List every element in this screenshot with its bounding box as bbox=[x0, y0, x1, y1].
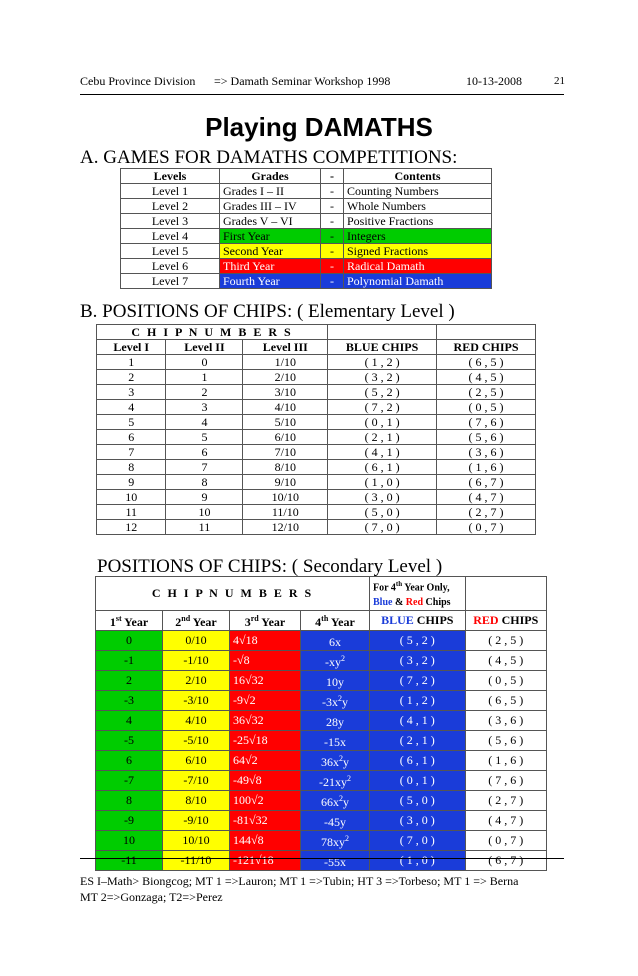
sec-header-year-4: 4th Year bbox=[301, 611, 370, 631]
levels-row bbox=[121, 259, 492, 274]
elem-row bbox=[97, 370, 536, 385]
level-3-cell: 6/10 bbox=[243, 430, 328, 445]
red-chip-cell: ( 1 , 6 ) bbox=[465, 751, 546, 771]
year-2-cell: -5/10 bbox=[163, 731, 230, 751]
elem-group-spacer-red bbox=[437, 325, 536, 340]
dash-cell: - bbox=[321, 184, 344, 199]
level-3-cell: 11/10 bbox=[243, 505, 328, 520]
levels-table bbox=[120, 168, 492, 289]
sec-row bbox=[96, 751, 547, 771]
year-2-cell: -9/10 bbox=[163, 811, 230, 831]
year-2-cell: -7/10 bbox=[163, 771, 230, 791]
red-chip-cell: ( 4 , 5 ) bbox=[465, 651, 546, 671]
sec-header-blue-chips: BLUE CHIPS bbox=[370, 611, 466, 631]
year-4-base: 28y bbox=[326, 715, 344, 730]
content-cell: Signed Fractions bbox=[344, 244, 492, 259]
red-chip-cell: ( 0 , 5 ) bbox=[437, 400, 536, 415]
year-3-cell: -49√8 bbox=[230, 771, 301, 791]
levels-table-header-row bbox=[121, 169, 492, 184]
sec-header-row bbox=[96, 611, 547, 631]
blue-chip-cell: ( 3 , 2 ) bbox=[328, 370, 437, 385]
year-2-cell: 0/10 bbox=[163, 631, 230, 651]
dash-cell: - bbox=[321, 244, 344, 259]
year-3-cell: -9√2 bbox=[230, 691, 301, 711]
level-3-cell: 8/10 bbox=[243, 460, 328, 475]
levels-row bbox=[121, 274, 492, 289]
year-2-cell: -11/10 bbox=[163, 851, 230, 871]
grade-cell: Third Year bbox=[220, 259, 321, 274]
elem-header-level-3: Level III bbox=[243, 340, 328, 355]
year-4-base: 36x bbox=[321, 755, 339, 770]
header-date: 10-13-2008 bbox=[466, 74, 522, 88]
blue-chip-cell: ( 1 , 0 ) bbox=[370, 851, 466, 871]
year-4-suffix: y bbox=[343, 755, 349, 770]
level-cell: Level 2 bbox=[121, 199, 220, 214]
elem-row bbox=[97, 445, 536, 460]
grade-cell: Fourth Year bbox=[220, 274, 321, 289]
blue-chip-cell: ( 0 , 1 ) bbox=[370, 771, 466, 791]
level-1-cell: 4 bbox=[97, 400, 166, 415]
year-4-exponent: 2 bbox=[339, 754, 343, 764]
red-chip-cell: ( 2 , 7 ) bbox=[465, 791, 546, 811]
elem-row bbox=[97, 505, 536, 520]
year-2-cell: 4/10 bbox=[163, 711, 230, 731]
level-1-cell: 7 bbox=[97, 445, 166, 460]
blue-chip-cell: ( 4 , 1 ) bbox=[370, 711, 466, 731]
blue-chip-cell: ( 1 , 2 ) bbox=[370, 691, 466, 711]
dash-cell: - bbox=[321, 259, 344, 274]
elem-header-level-2: Level II bbox=[166, 340, 243, 355]
red-chip-cell: ( 0 , 7 ) bbox=[437, 520, 536, 535]
year-2-cell: -1/10 bbox=[163, 651, 230, 671]
levels-header-dash: - bbox=[321, 169, 344, 184]
content-cell: Positive Fractions bbox=[344, 214, 492, 229]
year-4-base: -21xy bbox=[319, 775, 347, 790]
sec-row bbox=[96, 731, 547, 751]
level-3-cell: 3/10 bbox=[243, 385, 328, 400]
page-header bbox=[80, 70, 564, 95]
year-4-cell bbox=[301, 791, 370, 811]
red-chip-cell: ( 7 , 6 ) bbox=[437, 415, 536, 430]
levels-row bbox=[121, 229, 492, 244]
grade-cell: Grades V – VI bbox=[220, 214, 321, 229]
year-4-cell bbox=[301, 671, 370, 691]
year-3-cell: 64√2 bbox=[230, 751, 301, 771]
elem-header-level-1: Level I bbox=[97, 340, 166, 355]
elem-row bbox=[97, 385, 536, 400]
levels-row bbox=[121, 199, 492, 214]
dash-cell: - bbox=[321, 214, 344, 229]
sec-note-amp: & bbox=[392, 597, 406, 609]
grade-cell: Grades III – IV bbox=[220, 199, 321, 214]
level-3-cell: 9/10 bbox=[243, 475, 328, 490]
red-chip-cell: ( 1 , 6 ) bbox=[437, 460, 536, 475]
year-3-cell: 4√18 bbox=[230, 631, 301, 651]
level-3-cell: 10/10 bbox=[243, 490, 328, 505]
blue-chip-cell: ( 5 , 2 ) bbox=[370, 631, 466, 651]
blue-chip-cell: ( 2 , 1 ) bbox=[328, 430, 437, 445]
sec-header-year-1: 1st Year bbox=[96, 611, 163, 631]
year-4-cell bbox=[301, 771, 370, 791]
blue-chip-cell: ( 5 , 0 ) bbox=[370, 791, 466, 811]
year-4-base: 6x bbox=[329, 635, 341, 650]
levels-row bbox=[121, 244, 492, 259]
elem-chip-numbers-header: C H I P N U M B E R S bbox=[97, 325, 328, 340]
level-2-cell: 3 bbox=[166, 400, 243, 415]
year-3-cell: 36√32 bbox=[230, 711, 301, 731]
content-cell: Whole Numbers bbox=[344, 199, 492, 214]
elem-header-blue-chips: BLUE CHIPS bbox=[328, 340, 437, 355]
level-1-cell: 2 bbox=[97, 370, 166, 385]
levels-table-body bbox=[121, 184, 492, 289]
level-1-cell: 9 bbox=[97, 475, 166, 490]
year-4-exponent: 2 bbox=[347, 774, 351, 784]
section-a-heading: A. GAMES FOR DAMATHS COMPETITIONS: bbox=[80, 147, 458, 168]
red-chip-cell: ( 6 , 5 ) bbox=[465, 691, 546, 711]
sec-row bbox=[96, 811, 547, 831]
elem-header-red-chips: RED CHIPS bbox=[437, 340, 536, 355]
sec-row bbox=[96, 671, 547, 691]
levels-row bbox=[121, 214, 492, 229]
content-cell: Counting Numbers bbox=[344, 184, 492, 199]
year-4-cell bbox=[301, 831, 370, 851]
footer-line-2: MT 2=>Gonzaga; T2=>Perez bbox=[80, 890, 223, 904]
year-2-cell: 8/10 bbox=[163, 791, 230, 811]
level-1-cell: 5 bbox=[97, 415, 166, 430]
red-chip-cell: ( 4 , 7 ) bbox=[465, 811, 546, 831]
red-chip-cell: ( 0 , 5 ) bbox=[465, 671, 546, 691]
level-cell: Level 1 bbox=[121, 184, 220, 199]
year-4-cell bbox=[301, 751, 370, 771]
red-chip-cell: ( 0 , 7 ) bbox=[465, 831, 546, 851]
secondary-positions-body bbox=[96, 631, 547, 871]
level-2-cell: 5 bbox=[166, 430, 243, 445]
year-4-base: -15x bbox=[324, 735, 346, 750]
level-cell: Level 5 bbox=[121, 244, 220, 259]
grade-cell: Second Year bbox=[220, 244, 321, 259]
page-title: Playing DAMATHS bbox=[205, 112, 433, 142]
levels-row bbox=[121, 184, 492, 199]
level-1-cell: 3 bbox=[97, 385, 166, 400]
blue-chip-cell: ( 6 , 1 ) bbox=[370, 751, 466, 771]
content-cell: Integers bbox=[344, 229, 492, 244]
year-1-cell: 10 bbox=[96, 831, 163, 851]
year-1-cell: -1 bbox=[96, 651, 163, 671]
level-2-cell: 7 bbox=[166, 460, 243, 475]
blue-chip-cell: ( 7 , 2 ) bbox=[370, 671, 466, 691]
sec-note-pre: For 4 bbox=[373, 582, 396, 594]
red-chip-cell: ( 3 , 6 ) bbox=[465, 711, 546, 731]
year-1-cell: -3 bbox=[96, 691, 163, 711]
blue-chip-cell: ( 7 , 2 ) bbox=[328, 400, 437, 415]
level-1-cell: 12 bbox=[97, 520, 166, 535]
elem-group-header-row bbox=[97, 325, 536, 340]
sec-row bbox=[96, 651, 547, 671]
level-1-cell: 10 bbox=[97, 490, 166, 505]
level-2-cell: 1 bbox=[166, 370, 243, 385]
dash-cell: - bbox=[321, 274, 344, 289]
red-chip-cell: ( 5 , 6 ) bbox=[437, 430, 536, 445]
blue-chip-cell: ( 6 , 1 ) bbox=[328, 460, 437, 475]
red-chip-cell: ( 4 , 5 ) bbox=[437, 370, 536, 385]
year-4-base: 78xy bbox=[321, 835, 345, 850]
year-2-cell: 2/10 bbox=[163, 671, 230, 691]
secondary-positions-table bbox=[95, 576, 547, 871]
level-3-cell: 5/10 bbox=[243, 415, 328, 430]
year-1-cell: -5 bbox=[96, 731, 163, 751]
level-3-cell: 4/10 bbox=[243, 400, 328, 415]
header-title: => Damath Seminar Workshop 1998 bbox=[214, 74, 391, 88]
blue-chip-cell: ( 1 , 0 ) bbox=[328, 475, 437, 490]
elem-row bbox=[97, 355, 536, 370]
year-4-exponent: 2 bbox=[345, 834, 349, 844]
levels-header-grades: Grades bbox=[220, 169, 321, 184]
elementary-positions-body bbox=[97, 355, 536, 535]
level-2-cell: 0 bbox=[166, 355, 243, 370]
level-2-cell: 11 bbox=[166, 520, 243, 535]
year-3-cell: 100√2 bbox=[230, 791, 301, 811]
elem-group-spacer-blue bbox=[328, 325, 437, 340]
red-chip-cell: ( 6 , 7 ) bbox=[465, 851, 546, 871]
footer-line-1: ES I–Math> Biongcog; MT 1 =>Lauron; MT 1 =>Tubin; HT 3 =>Torbeso; MT 1 => Berna bbox=[80, 874, 519, 888]
level-2-cell: 2 bbox=[166, 385, 243, 400]
year-4-exponent: 2 bbox=[339, 794, 343, 804]
level-3-cell: 7/10 bbox=[243, 445, 328, 460]
grade-cell: First Year bbox=[220, 229, 321, 244]
sec-row bbox=[96, 711, 547, 731]
level-3-cell: 1/10 bbox=[243, 355, 328, 370]
sec-header-red-chips: RED CHIPS bbox=[465, 611, 546, 631]
year-2-cell: 10/10 bbox=[163, 831, 230, 851]
year-3-cell: -81√32 bbox=[230, 811, 301, 831]
level-cell: Level 6 bbox=[121, 259, 220, 274]
level-3-cell: 2/10 bbox=[243, 370, 328, 385]
year-3-cell: 144√8 bbox=[230, 831, 301, 851]
level-3-cell: 12/10 bbox=[243, 520, 328, 535]
year-4-exponent: 2 bbox=[338, 694, 342, 704]
level-cell: Level 3 bbox=[121, 214, 220, 229]
level-1-cell: 1 bbox=[97, 355, 166, 370]
sec-row bbox=[96, 831, 547, 851]
year-4-base: 66x bbox=[321, 795, 339, 810]
blue-chip-cell: ( 3 , 0 ) bbox=[328, 490, 437, 505]
level-1-cell: 11 bbox=[97, 505, 166, 520]
content-cell: Polynomial Damath bbox=[344, 274, 492, 289]
section-b-heading: B. POSITIONS OF CHIPS: ( Elementary Level ) bbox=[80, 301, 455, 322]
header-division: Cebu Province Division bbox=[80, 74, 196, 88]
red-chip-cell: ( 5 , 6 ) bbox=[465, 731, 546, 751]
blue-chip-cell: ( 2 , 1 ) bbox=[370, 731, 466, 751]
red-chip-cell: ( 6 , 5 ) bbox=[437, 355, 536, 370]
year-1-cell: 4 bbox=[96, 711, 163, 731]
year-4-cell bbox=[301, 811, 370, 831]
grade-cell: Grades I – II bbox=[220, 184, 321, 199]
year-4-suffix: y bbox=[343, 795, 349, 810]
sec-note-blue: Blue bbox=[373, 597, 393, 609]
year-1-cell: 8 bbox=[96, 791, 163, 811]
level-2-cell: 4 bbox=[166, 415, 243, 430]
year-3-cell: -121√18 bbox=[230, 851, 301, 871]
sec-row bbox=[96, 791, 547, 811]
year-1-cell: 0 bbox=[96, 631, 163, 651]
sec-group-header-row bbox=[96, 577, 547, 611]
year-1-cell: -9 bbox=[96, 811, 163, 831]
sec-header-year-3: 3rd Year bbox=[230, 611, 301, 631]
year-4-base: -3x bbox=[322, 695, 338, 710]
level-2-cell: 9 bbox=[166, 490, 243, 505]
year-3-cell: -√8 bbox=[230, 651, 301, 671]
red-chip-cell: ( 2 , 5 ) bbox=[437, 385, 536, 400]
year-2-cell: -3/10 bbox=[163, 691, 230, 711]
sec-row bbox=[96, 691, 547, 711]
sec-row bbox=[96, 771, 547, 791]
section-c-heading: POSITIONS OF CHIPS: ( Secondary Level ) bbox=[97, 556, 443, 577]
levels-header-levels: Levels bbox=[121, 169, 220, 184]
blue-chip-cell: ( 3 , 0 ) bbox=[370, 811, 466, 831]
level-1-cell: 6 bbox=[97, 430, 166, 445]
red-chip-cell: ( 3 , 6 ) bbox=[437, 445, 536, 460]
sec-fourth-year-note bbox=[370, 577, 466, 611]
blue-chip-cell: ( 3 , 2 ) bbox=[370, 651, 466, 671]
elem-row bbox=[97, 520, 536, 535]
red-chip-cell: ( 6 , 7 ) bbox=[437, 475, 536, 490]
blue-chip-cell: ( 0 , 1 ) bbox=[328, 415, 437, 430]
year-3-cell: -25√18 bbox=[230, 731, 301, 751]
content-cell: Radical Damath bbox=[344, 259, 492, 274]
red-chip-cell: ( 2 , 5 ) bbox=[465, 631, 546, 651]
year-4-base: -45y bbox=[324, 815, 346, 830]
page-footer bbox=[80, 858, 564, 905]
blue-chip-cell: ( 5 , 0 ) bbox=[328, 505, 437, 520]
blue-chip-cell: ( 7 , 0 ) bbox=[328, 520, 437, 535]
elem-row bbox=[97, 400, 536, 415]
year-4-cell bbox=[301, 711, 370, 731]
blue-chip-cell: ( 5 , 2 ) bbox=[328, 385, 437, 400]
year-4-exponent: 2 bbox=[341, 654, 345, 664]
dash-cell: - bbox=[321, 229, 344, 244]
year-4-cell bbox=[301, 631, 370, 651]
red-chip-cell: ( 4 , 7 ) bbox=[437, 490, 536, 505]
level-cell: Level 4 bbox=[121, 229, 220, 244]
blue-chip-cell: ( 1 , 2 ) bbox=[328, 355, 437, 370]
year-4-cell bbox=[301, 691, 370, 711]
year-4-suffix: y bbox=[342, 695, 348, 710]
year-1-cell: 6 bbox=[96, 751, 163, 771]
year-3-cell: 16√32 bbox=[230, 671, 301, 691]
header-page-number: 21 bbox=[554, 75, 565, 87]
elem-row bbox=[97, 460, 536, 475]
levels-header-contents: Contents bbox=[344, 169, 492, 184]
year-4-base: 10y bbox=[326, 675, 344, 690]
elementary-positions-table bbox=[96, 324, 536, 535]
sec-row bbox=[96, 631, 547, 651]
elem-header-row bbox=[97, 340, 536, 355]
year-4-cell bbox=[301, 731, 370, 751]
elem-row bbox=[97, 430, 536, 445]
year-4-base: -xy bbox=[325, 655, 341, 670]
level-cell: Level 7 bbox=[121, 274, 220, 289]
blue-chip-cell: ( 7 , 0 ) bbox=[370, 831, 466, 851]
sec-note-post: Year Only, bbox=[402, 582, 450, 594]
year-4-cell bbox=[301, 651, 370, 671]
sec-header-year-2: 2nd Year bbox=[163, 611, 230, 631]
sec-note-end: Chips bbox=[423, 597, 451, 609]
year-1-cell: 2 bbox=[96, 671, 163, 691]
year-2-cell: 6/10 bbox=[163, 751, 230, 771]
sec-chip-numbers-header: C H I P N U M B E R S bbox=[96, 577, 370, 611]
sec-note-red: Red bbox=[405, 597, 424, 609]
sec-note-sup: th bbox=[395, 580, 403, 588]
dash-cell: - bbox=[321, 199, 344, 214]
level-2-cell: 8 bbox=[166, 475, 243, 490]
elem-row bbox=[97, 490, 536, 505]
level-2-cell: 6 bbox=[166, 445, 243, 460]
level-2-cell: 10 bbox=[166, 505, 243, 520]
blue-chip-cell: ( 4 , 1 ) bbox=[328, 445, 437, 460]
year-1-cell: -7 bbox=[96, 771, 163, 791]
sec-group-spacer-red bbox=[465, 577, 546, 611]
elem-row bbox=[97, 475, 536, 490]
year-1-cell: -11 bbox=[96, 851, 163, 871]
red-chip-cell: ( 2 , 7 ) bbox=[437, 505, 536, 520]
level-1-cell: 8 bbox=[97, 460, 166, 475]
red-chip-cell: ( 7 , 6 ) bbox=[465, 771, 546, 791]
elem-row bbox=[97, 415, 536, 430]
year-4-base: -55x bbox=[324, 855, 346, 870]
